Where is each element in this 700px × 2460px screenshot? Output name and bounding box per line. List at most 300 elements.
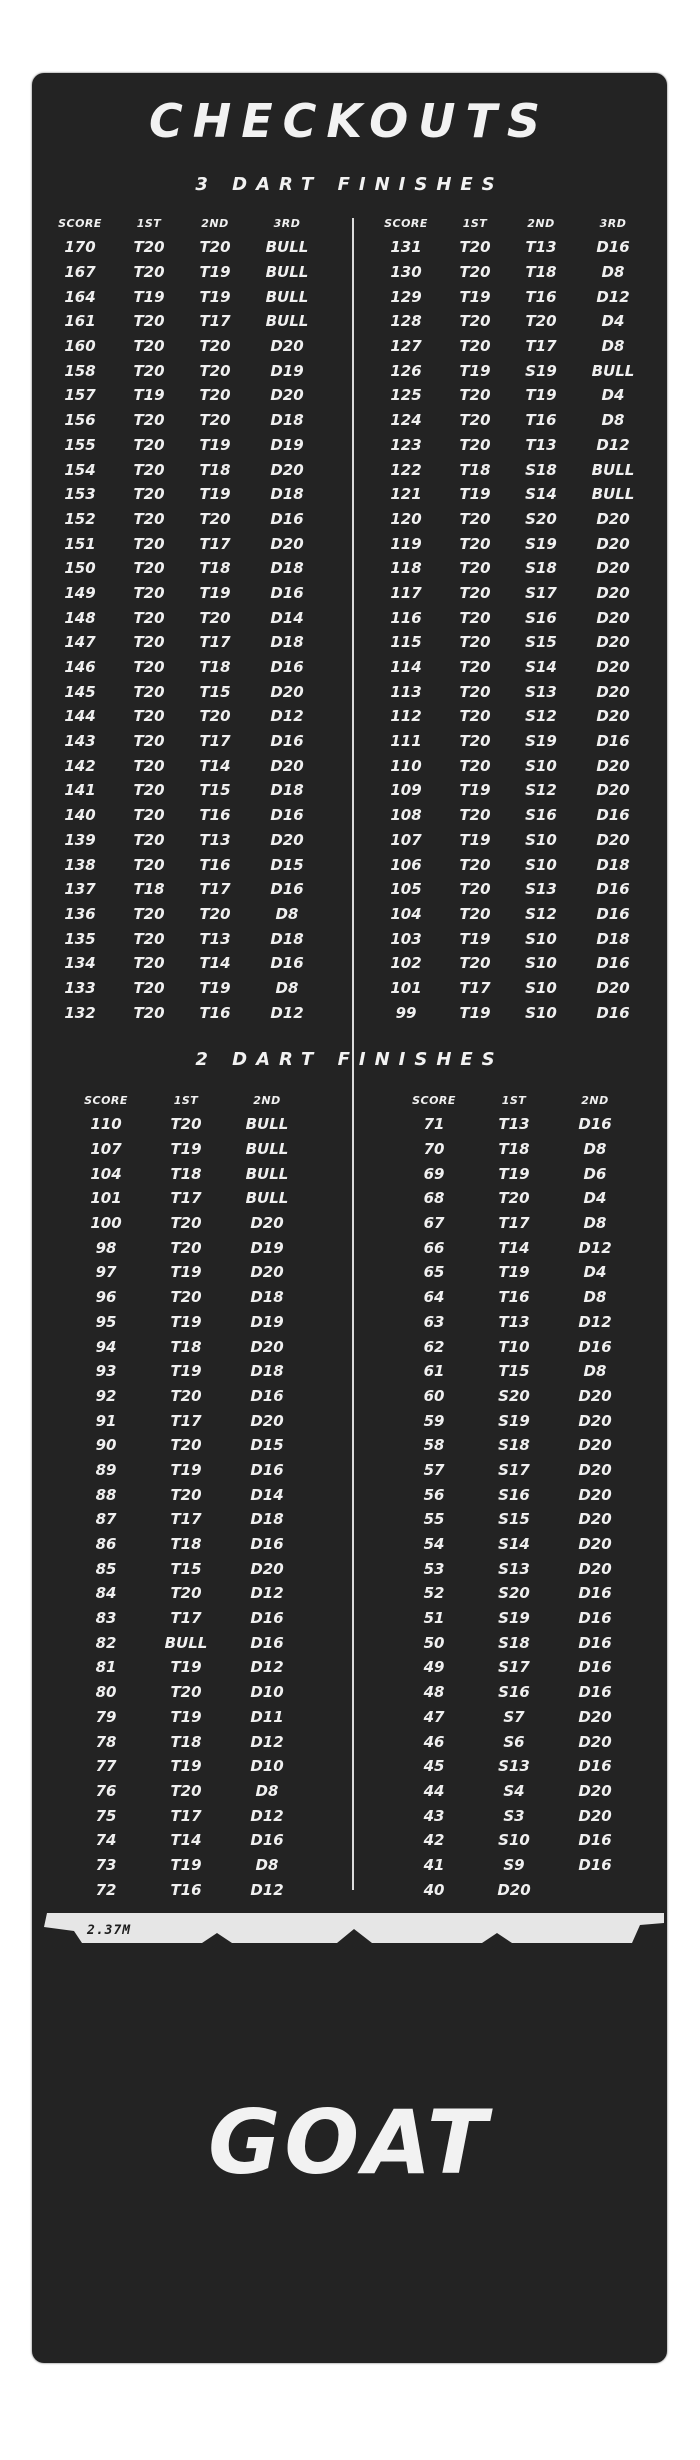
table-row [44,581,326,606]
score-cell: 104 [90,1164,122,1183]
dart-cell: T19 [170,1312,202,1331]
table-row [66,1310,308,1335]
dart-cell: T20 [133,238,165,257]
score-cell: 55 [423,1510,445,1529]
dart-cell: D20 [596,534,630,553]
dart-cell: S18 [525,460,557,479]
score-cell: 121 [390,485,422,504]
header-cell: 1ST [462,216,488,230]
dart-cell: BULL [591,485,635,504]
score-cell: 43 [423,1806,445,1825]
dart-cell: T19 [459,287,491,306]
dart-cell: S10 [525,929,557,948]
dart-cell: S9 [503,1855,525,1874]
dart-cell: D20 [250,1214,284,1233]
dart-cell: D18 [250,1510,284,1529]
dart-cell: T20 [199,904,231,923]
dart-cell: T16 [199,855,231,874]
dart-cell: S14 [525,658,557,677]
table-row [66,1532,308,1557]
score-cell: 88 [95,1485,117,1504]
table-row [44,605,326,630]
table-row [370,408,652,433]
score-cell: 46 [423,1732,445,1751]
dart-cell: BULL [245,1164,289,1183]
table-row [370,828,652,853]
dart-cell: BULL [245,1189,289,1208]
table-row [370,926,652,951]
score-cell: 141 [64,781,96,800]
dart-cell: D20 [497,1880,531,1899]
table-row [370,334,652,359]
dart-cell: T19 [459,830,491,849]
dart-cell: S16 [498,1683,530,1702]
score-cell: 157 [64,386,96,405]
dart-cell: D18 [270,411,304,430]
dart-cell: S6 [503,1732,525,1751]
table-row [394,1235,636,1260]
score-cell: 68 [423,1189,445,1208]
score-cell: 94 [95,1337,117,1356]
dart-cell: T14 [498,1238,530,1257]
score-cell: 65 [423,1263,445,1282]
dart-cell: T20 [459,756,491,775]
table-row [66,1137,308,1162]
dart-cell: S4 [503,1781,525,1800]
dart-cell: D19 [270,361,304,380]
dart-cell: T20 [133,904,165,923]
dart-cell: T19 [459,781,491,800]
table-row [394,1260,636,1285]
dart-cell: D8 [583,1214,607,1233]
score-cell: 48 [423,1683,445,1702]
score-cell: 83 [95,1609,117,1628]
dart-cell: D16 [596,238,630,257]
score-cell: 67 [423,1214,445,1233]
dart-cell: T20 [133,509,165,528]
dart-cell: T13 [199,830,231,849]
table-row [394,1334,636,1359]
score-cell: 87 [95,1510,117,1529]
table-row [44,457,326,482]
table-row [44,1000,326,1025]
score-cell: 129 [390,287,422,306]
header-cell: 1ST [136,216,162,230]
dart-cell: T20 [170,1485,202,1504]
score-cell: 127 [390,337,422,356]
dart-cell: T20 [133,954,165,973]
score-cell: 126 [390,361,422,380]
score-cell: 98 [95,1238,117,1257]
dart-cell: T20 [133,1003,165,1022]
table-row [394,1458,636,1483]
dart-cell: S13 [498,1757,530,1776]
score-cell: 66 [423,1238,445,1257]
dart-cell: T19 [170,1707,202,1726]
dart-cell: T20 [459,904,491,923]
table-row [394,1680,636,1705]
table-row [394,1581,636,1606]
score-cell: 90 [95,1436,117,1455]
table-row [370,309,652,334]
table-row [66,1285,308,1310]
score-cell: 60 [423,1386,445,1405]
dart-cell: T18 [170,1337,202,1356]
dart-cell: T16 [170,1880,202,1899]
dart-cell: T20 [133,707,165,726]
dart-cell: D20 [596,633,630,652]
dart-cell: T19 [459,1003,491,1022]
dart-cell: T18 [170,1164,202,1183]
dart-cell: T18 [170,1732,202,1751]
dart-cell: D10 [250,1757,284,1776]
dart-cell: S10 [498,1831,530,1850]
table-row [370,556,652,581]
table-row [370,803,652,828]
dart-cell: D8 [275,904,299,923]
score-cell: 160 [64,337,96,356]
goat-logo: GOAT [208,2091,491,2194]
score-cell: 56 [423,1485,445,1504]
table-row [44,852,326,877]
dart-cell: S18 [498,1633,530,1652]
table-row [370,507,652,532]
dart-cell: T20 [133,460,165,479]
dart-cell: D18 [270,559,304,578]
score-cell: 135 [64,929,96,948]
dart-cell: D19 [270,435,304,454]
dart-cell: S20 [498,1386,530,1405]
table-row [44,408,326,433]
dart-cell: D20 [578,1559,612,1578]
dart-cell: D20 [596,781,630,800]
dart-cell: D20 [578,1460,612,1479]
dart-cell: D14 [270,608,304,627]
dart-cell: T17 [199,534,231,553]
dart-cell: T20 [133,756,165,775]
score-cell: 47 [423,1707,445,1726]
dart-cell: D8 [275,978,299,997]
score-cell: 72 [95,1880,117,1899]
dart-cell: D16 [578,1855,612,1874]
dart-cell: S10 [525,978,557,997]
table-row [66,1705,308,1730]
dart-cell: T17 [199,732,231,751]
table-row [66,1556,308,1581]
dart-cell: S10 [525,954,557,973]
table-row [394,1655,636,1680]
score-cell: 44 [423,1781,445,1800]
dart-cell: T20 [170,1683,202,1702]
dart-cell: D20 [270,534,304,553]
dart-cell: T20 [199,608,231,627]
table-row [44,309,326,334]
dart-cell: S13 [525,682,557,701]
table-row [66,1458,308,1483]
dart-cell: D8 [255,1855,279,1874]
header-cell: 2ND [527,216,555,230]
dart-cell: BULL [164,1633,208,1652]
table-row [370,778,652,803]
table-row [394,1532,636,1557]
dart-cell: D12 [578,1238,612,1257]
table-row [394,1507,636,1532]
dart-cell: S12 [525,781,557,800]
score-cell: 99 [395,1003,417,1022]
dart-cell: T20 [199,386,231,405]
table-row [66,1507,308,1532]
table-row [370,482,652,507]
dart-cell: S19 [525,534,557,553]
table-row [44,260,326,285]
dart-cell: T20 [170,1436,202,1455]
dart-cell: T19 [498,1164,530,1183]
table-row [44,507,326,532]
dart-cell: S10 [525,855,557,874]
table-row [66,1606,308,1631]
score-cell: 149 [64,583,96,602]
score-cell: 42 [423,1831,445,1850]
table-row [394,1211,636,1236]
score-cell: 108 [390,806,422,825]
dart-cell: D16 [270,732,304,751]
dart-cell: D20 [578,1510,612,1529]
dart-cell: T20 [459,658,491,677]
dart-cell: T20 [133,361,165,380]
score-cell: 161 [64,312,96,331]
score-cell: 57 [423,1460,445,1479]
score-cell: 143 [64,732,96,751]
dart-cell: D20 [596,756,630,775]
dart-cell: D16 [270,806,304,825]
score-cell: 139 [64,830,96,849]
score-cell: 70 [423,1140,445,1159]
table-row [66,1408,308,1433]
table-row [44,531,326,556]
dart-cell: T19 [199,287,231,306]
dart-cell: S15 [525,633,557,652]
table-row [44,630,326,655]
table-row [370,284,652,309]
dart-cell: S12 [525,707,557,726]
dart-cell: D12 [596,435,630,454]
table-row [44,433,326,458]
header-cell: 2ND [253,1093,281,1107]
score-cell: 69 [423,1164,445,1183]
score-cell: 59 [423,1411,445,1430]
table-header [66,1088,308,1112]
table-row [44,679,326,704]
table-row [66,1779,308,1804]
dart-cell: T17 [199,312,231,331]
dart-cell: D20 [250,1337,284,1356]
dart-cell: D20 [596,830,630,849]
dart-cell: T19 [199,583,231,602]
dart-cell: BULL [245,1140,289,1159]
dart-cell: T20 [459,855,491,874]
table-row [394,1853,636,1878]
score-cell: 51 [423,1609,445,1628]
dart-cell: T14 [170,1831,202,1850]
dart-cell: D12 [250,1806,284,1825]
three-dart-title: 3 DART FINISHES [195,174,504,195]
table-row [66,1828,308,1853]
table-row [370,852,652,877]
dart-cell: T20 [199,337,231,356]
score-cell: 167 [64,263,96,282]
dart-cell: T18 [199,460,231,479]
dart-cell: T20 [459,263,491,282]
dart-cell: BULL [265,263,309,282]
dart-cell: D4 [583,1189,607,1208]
dart-cell: T20 [459,337,491,356]
dart-cell: T20 [199,361,231,380]
dart-cell: T20 [133,312,165,331]
score-cell: 137 [64,880,96,899]
dart-cell: T17 [170,1411,202,1430]
table-row [394,1359,636,1384]
dart-cell: D20 [596,559,630,578]
score-cell: 156 [64,411,96,430]
dart-cell: T15 [498,1362,530,1381]
dart-cell: BULL [591,361,635,380]
score-cell: 133 [64,978,96,997]
score-cell: 62 [423,1337,445,1356]
table-row [370,383,652,408]
dart-cell: T19 [170,1263,202,1282]
dart-cell: D15 [270,855,304,874]
score-cell: 101 [90,1189,122,1208]
table-row [370,358,652,383]
score-cell: 114 [390,658,422,677]
dart-cell: S16 [525,608,557,627]
dart-cell: D4 [583,1263,607,1282]
table-row [44,235,326,260]
dart-cell: D16 [596,904,630,923]
table-row [394,1877,636,1902]
dart-cell: T14 [199,954,231,973]
dart-cell: D16 [270,583,304,602]
header-cell: 2ND [581,1093,609,1107]
score-cell: 92 [95,1386,117,1405]
dart-cell: T20 [170,1214,202,1233]
dart-cell: T17 [170,1189,202,1208]
dart-cell: D16 [578,1633,612,1652]
score-cell: 150 [64,559,96,578]
oche-line [32,1911,667,1945]
score-cell: 111 [390,732,422,751]
dart-cell: BULL [265,312,309,331]
two-dart-table-left [66,1088,308,1902]
table-row [394,1705,636,1730]
two-dart-divider [352,1095,354,1890]
dart-cell: T20 [133,559,165,578]
table-row [66,1680,308,1705]
dart-cell: D18 [270,633,304,652]
score-cell: 132 [64,1003,96,1022]
dart-cell: D8 [601,263,625,282]
score-cell: 78 [95,1732,117,1751]
score-cell: 85 [95,1559,117,1578]
dart-cell: T20 [133,435,165,454]
table-row [370,951,652,976]
dart-cell: D20 [270,337,304,356]
dart-cell: T20 [133,929,165,948]
dart-cell: S18 [498,1436,530,1455]
score-cell: 104 [390,904,422,923]
dart-cell: D16 [578,1609,612,1628]
table-row [66,1186,308,1211]
header-cell: SCORE [84,1093,128,1107]
table-row [44,803,326,828]
table-row [370,976,652,1001]
dart-cell: D12 [270,1003,304,1022]
table-row [394,1285,636,1310]
dart-cell: D4 [601,386,625,405]
score-cell: 131 [390,238,422,257]
score-cell: 151 [64,534,96,553]
dart-cell: T17 [199,880,231,899]
oche-distance-label: 2.37M [87,1923,132,1938]
dart-cell: T20 [133,806,165,825]
score-cell: 138 [64,855,96,874]
dart-cell: T19 [199,485,231,504]
dart-cell: T17 [170,1609,202,1628]
dart-cell: T20 [459,312,491,331]
dart-cell: T19 [459,361,491,380]
score-cell: 107 [390,830,422,849]
score-cell: 124 [390,411,422,430]
dart-cell: T20 [459,707,491,726]
dart-cell: BULL [265,287,309,306]
score-cell: 164 [64,287,96,306]
dart-cell: T17 [498,1214,530,1233]
dart-cell: D20 [596,978,630,997]
dart-cell: T20 [133,732,165,751]
table-row [66,1581,308,1606]
dart-cell: D18 [250,1362,284,1381]
score-cell: 107 [90,1140,122,1159]
table-row [44,704,326,729]
table-row [66,1384,308,1409]
table-row [44,902,326,927]
table-row [66,1729,308,1754]
table-row [394,1161,636,1186]
score-cell: 123 [390,435,422,454]
table-row [66,1359,308,1384]
dart-cell: T20 [170,1781,202,1800]
dart-cell: T20 [199,238,231,257]
dart-cell: D16 [578,1115,612,1134]
table-row [44,778,326,803]
dart-cell: T17 [199,633,231,652]
dart-cell: T13 [525,238,557,257]
dart-cell: D18 [270,929,304,948]
dart-cell: S19 [498,1609,530,1628]
table-row [44,655,326,680]
two-dart-title: 2 DART FINISHES [195,1049,504,1070]
header-cell: 2ND [201,216,229,230]
dart-cell: D19 [250,1312,284,1331]
dart-cell: D20 [270,756,304,775]
table-row [370,729,652,754]
dart-cell: T17 [459,978,491,997]
score-cell: 97 [95,1263,117,1282]
checkout-mat [32,73,667,2363]
score-cell: 118 [390,559,422,578]
dart-cell: D16 [578,1683,612,1702]
dart-cell: T18 [498,1140,530,1159]
